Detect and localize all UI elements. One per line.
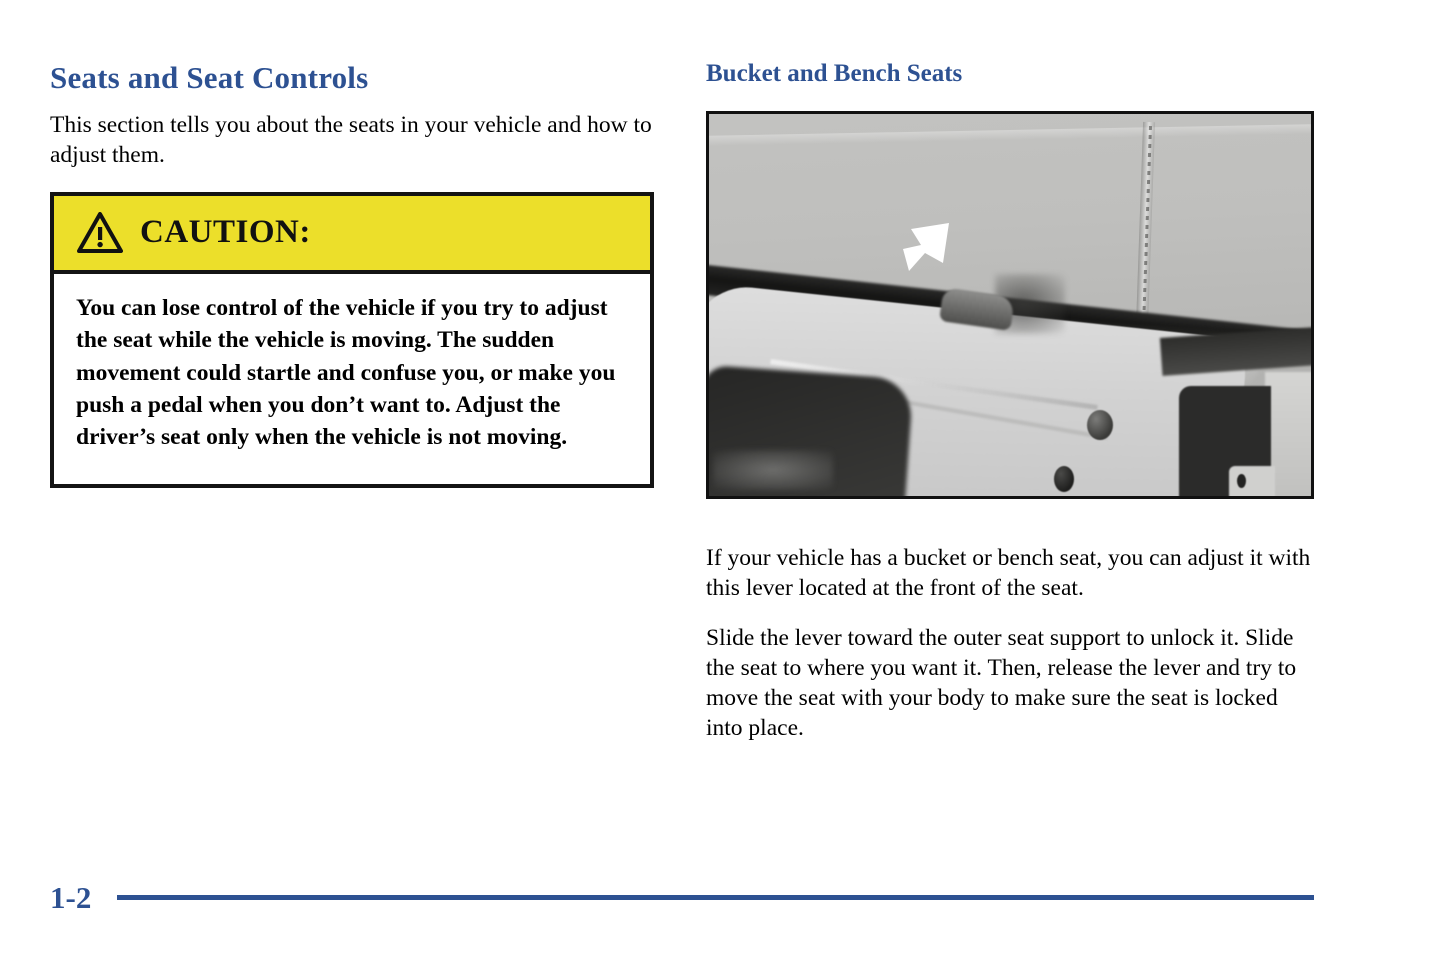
footwell-highlight xyxy=(713,450,833,490)
page-number: 1-2 xyxy=(50,880,92,915)
seat-bracket-hole xyxy=(1237,474,1246,488)
caution-body xyxy=(54,274,650,484)
figure-description-paragraph: If your vehicle has a bucket or bench seat, you can adjust it with this lever located at the front of the seat. xyxy=(706,544,1311,601)
mounting-bolt-lower xyxy=(1054,466,1074,492)
caution-message: You can lose control of the vehicle if you try to adjust the seat while the vehicle is moving. The sudden movement could startle and confuse you, or make you push a pedal when you don’t want to. Adjust the driver’s seat only when the vehicle is not moving. xyxy=(76,294,616,451)
caution-header xyxy=(54,196,650,274)
subsection-title: Bucket and Bench Seats xyxy=(706,60,963,87)
right-column xyxy=(706,60,1314,743)
seat-adjustment-lever-photo xyxy=(706,111,1314,499)
seat-bracket-notch xyxy=(1229,466,1275,499)
caution-box xyxy=(50,192,654,488)
left-column xyxy=(50,60,670,488)
white-arrow-pointer-icon xyxy=(899,219,959,281)
warning-triangle-icon xyxy=(77,212,123,254)
caution-label: CAUTION: xyxy=(140,214,311,251)
instructions-paragraph: Slide the lever toward the outer seat support to unlock it. Slide the seat to where you want it. Then, release the lever and try to move the seat with your body to make sure the seat is locked into place. xyxy=(706,624,1297,742)
intro-paragraph: This section tells you about the seats in your vehicle and how to adjust them. xyxy=(50,111,652,168)
mounting-bolt-upper xyxy=(1087,410,1113,440)
footer-divider xyxy=(117,895,1314,900)
page-title: Seats and Seat Controls xyxy=(50,60,369,95)
page-footer xyxy=(50,882,1314,913)
